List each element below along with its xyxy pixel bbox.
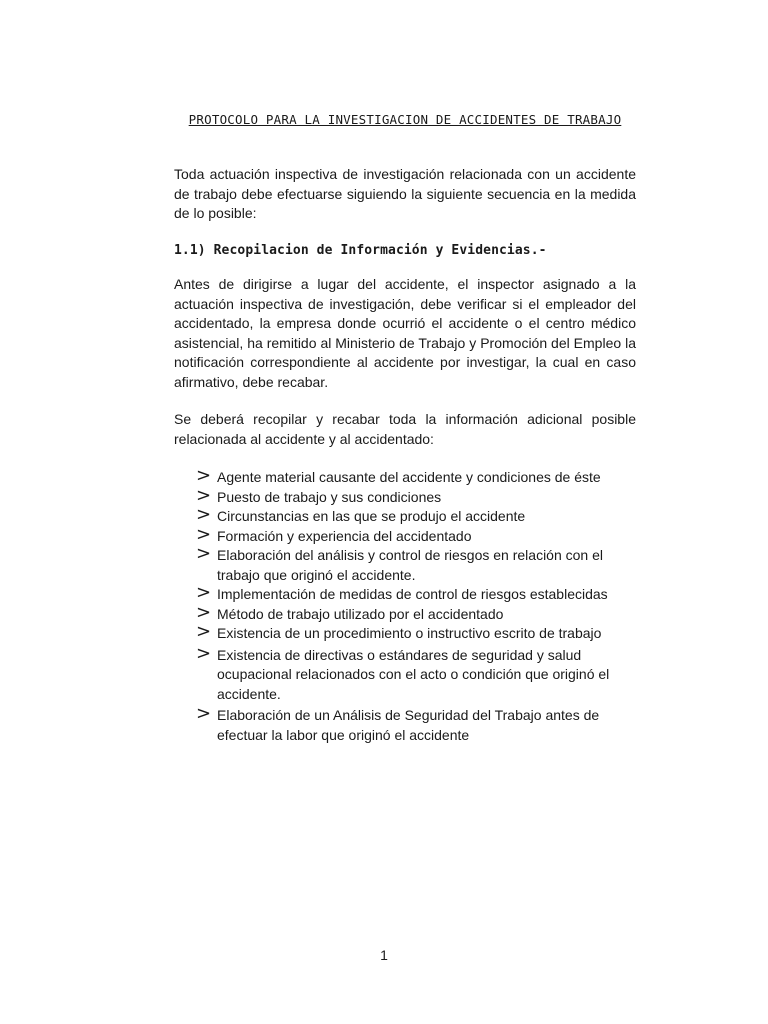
document-title: PROTOCOLO PARA LA INVESTIGACION DE ACCIDENTES DE TRABAJO [188, 112, 622, 127]
bullet-arrow-icon: > [196, 504, 212, 525]
bullet-arrow-icon: > [196, 523, 212, 545]
body-paragraph-1: Antes de dirigirse a lugar del accidente, el inspector asignado a la actuación inspectiva de investigación, debe verificar si el empleador del accidentado, la empresa donde ocurrió el accidente o el centro médico asistencial, ha remitido al Ministerio de Trabajo y Promoción del Empleo la notificación correspondiente al accidente por investigar, la cual en caso afirmativo, debe recabar. [174, 276, 636, 390]
bullet-arrow-icon: > [196, 703, 212, 724]
list-item [196, 465, 646, 488]
list-item-text: Elaboración de un Análisis de Seguridad del Trabajo antes de efectuar la labor que originó el accidente [217, 707, 600, 743]
bullet-arrow-icon: > [196, 465, 212, 486]
list-item [196, 523, 646, 547]
list-item [196, 642, 646, 705]
list-item [196, 582, 646, 605]
bullet-arrow-icon: > [196, 621, 212, 642]
list-item-text: Agente material causante del accidente y condiciones de éste [217, 469, 601, 485]
list-item [196, 703, 646, 745]
list-item [196, 504, 646, 527]
bullet-arrow-icon: > [196, 543, 212, 564]
list-item [196, 621, 646, 644]
bullet-arrow-icon: > [196, 582, 212, 603]
list-item-text: Elaboración del análisis y control de riesgos en relación con el trabajo que originó el accidente. [217, 547, 603, 583]
list-item-text: Circunstancias en las que se produjo el accidente [217, 508, 526, 524]
list-item [196, 601, 646, 625]
section-heading: 1.1) Recopilacion de Información y Evidencias.- [174, 243, 547, 258]
bullet-arrow-icon: > [196, 484, 212, 506]
intro-paragraph: Toda actuación inspectiva de investigación relacionada con un accidente de trabajo debe efectuarse siguiendo la siguiente secuencia en la medida de lo posible: [174, 166, 636, 221]
bullet-arrow-icon: > [196, 642, 212, 664]
body-paragraph-2: Se deberá recopilar y recabar toda la información adicional posible relacionada al accidente y al accidentado: [174, 411, 636, 447]
bullet-arrow-icon: > [196, 601, 212, 623]
list-item-text: Método de trabajo utilizado por el accidentado [217, 605, 504, 622]
list-item-text: Implementación de medidas de control de riesgos establecidas [217, 586, 608, 602]
evidence-list [196, 465, 646, 745]
list-item [196, 543, 646, 585]
list-item-text: Formación y experiencia del accidentado [217, 527, 472, 544]
list-item-text: Existencia de directivas o estándares de seguridad y salud ocupacional relacionados con el acto o condición que originó el accidente. [217, 646, 610, 702]
list-item-text: Puesto de trabajo y sus condiciones [217, 488, 442, 505]
list-item-text: Existencia de un procedimiento o instructivo escrito de trabajo [217, 625, 602, 641]
list-item [196, 484, 646, 508]
page-number: 1 [380, 947, 388, 963]
